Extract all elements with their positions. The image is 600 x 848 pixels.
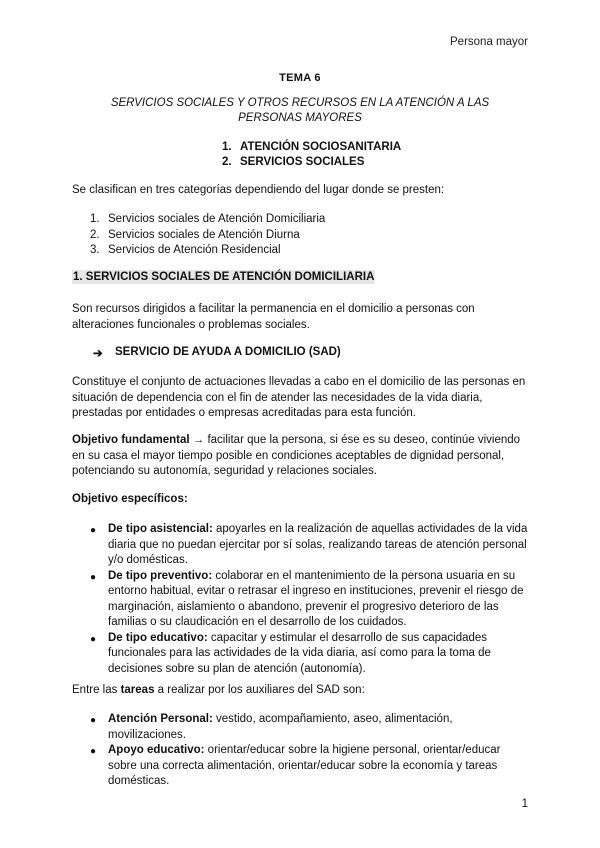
- list-number: 1.: [222, 141, 232, 153]
- list-item: [90, 631, 530, 678]
- especificos-list: [90, 522, 530, 677]
- arrow-icon: ➔: [93, 348, 103, 360]
- intro-paragraph: Se clasifican en tres categorías dependiendo del lugar donde se presten:: [72, 184, 445, 196]
- page-number: 1: [521, 798, 528, 810]
- main-topic-item: [222, 140, 401, 155]
- item-text: orientar/educar sobre la higiene personal, orientar/educar sobre una correcta alimentación, orientar/educar sobre la economía y tareas domésticas.: [108, 744, 501, 787]
- item-label: Apoyo educativo:: [108, 744, 205, 756]
- running-header: Persona mayor: [450, 36, 528, 48]
- category-item: [90, 212, 325, 228]
- tareas-intro-after: a realizar por los auxiliares del SAD son:: [154, 684, 365, 696]
- bullet-icon: ●: [90, 746, 97, 757]
- category-item: [90, 243, 325, 259]
- list-item: [90, 569, 530, 631]
- section-heading: 1. SERVICIOS SOCIALES DE ATENCIÓN DOMICILIARIA: [73, 271, 375, 283]
- list-label: Servicios sociales de Atención Diurna: [108, 228, 300, 241]
- item-text: apoyarles en la realización de aquellas actividades de la vida diaria que no puedan ejercitar por sí solas, realizando tareas de atención personal y/o domésticas.: [108, 523, 528, 566]
- item-label: De tipo asistencial:: [108, 523, 213, 535]
- list-label: Servicios de Atención Residencial: [108, 244, 281, 256]
- list-number: 1.: [90, 213, 100, 225]
- sad-paragraph: Constituye el conjunto de actuaciones llevadas a cabo en el domicilio de las personas en situación de dependencia con el fin de atender las necesidades de la vida diaria, prestadas por entidades o empresas acreditadas para esta función.: [72, 376, 526, 419]
- objetivo-paragraph: [72, 433, 532, 480]
- especificos-heading: Objetivo específicos:: [72, 493, 188, 505]
- category-item: [90, 228, 325, 244]
- item-text: colaborar en el mantenimiento de la persona usuaria en su entorno habitual, evitar o retrasar el ingreso en instituciones, prevenir el riesgo de marginación, aislamiento o abandono, prevenir el progresivo deterioro de las familias o su claudicación en el desarrollo de los cuidados.: [108, 569, 524, 628]
- tareas-bold: tareas: [120, 684, 155, 696]
- main-topic-item: [222, 155, 401, 170]
- categories-list: [90, 212, 325, 259]
- list-item: [90, 712, 530, 743]
- section-paragraph: Son recursos dirigidos a facilitar la permanencia en el domicilio a personas con alteraciones funcionales o problemas sociales.: [72, 303, 475, 331]
- item-label: Atención Personal:: [108, 713, 213, 725]
- list-label: ATENCIÓN SOCIOSANITARIA: [240, 141, 402, 153]
- list-label: SERVICIOS SOCIALES: [240, 156, 365, 168]
- list-number: 2.: [90, 228, 100, 241]
- list-number: 3.: [90, 244, 100, 256]
- tareas-intro: [72, 683, 532, 699]
- list-item: [90, 522, 530, 569]
- objetivo-label: Objetivo fundamental: [72, 434, 190, 446]
- objetivo-text: → facilitar que la persona, si ése es su deseo, continúe viviendo en su casa el mayor tiempo posible en condiciones aceptables de dignidad personal, potenciando su autonomía, seguridad y relaciones sociales.: [72, 434, 521, 477]
- document-subtitle: SERVICIOS SOCIALES Y OTROS RECURSOS EN LA ATENCIÓN A LAS PERSONAS MAYORES: [110, 97, 490, 124]
- tareas-intro-before: Entre las: [72, 684, 121, 696]
- bullet-icon: ●: [90, 525, 97, 536]
- bullet-icon: ●: [90, 715, 97, 726]
- list-label: Servicios sociales de Atención Domiciliaria: [108, 213, 326, 225]
- item-label: De tipo preventivo:: [108, 569, 213, 582]
- item-label: De tipo educativo:: [108, 631, 208, 644]
- main-topics-list: [222, 140, 401, 170]
- list-number: 2.: [222, 156, 232, 168]
- item-text: capacitar y estimular el desarrollo de sus capacidades funcionales para las actividades de la vida diaria, así como para la toma de decisiones sobre su plan de atención (autonomía).: [108, 631, 491, 675]
- document-title: TEMA 6: [279, 72, 321, 84]
- item-text: vestido, acompañamiento, aseo, alimentación, movilizaciones.: [108, 713, 453, 741]
- tareas-list: [90, 712, 530, 790]
- bullet-icon: ●: [90, 571, 97, 583]
- sad-heading-label: SERVICIO DE AYUDA A DOMICILIO (SAD): [115, 346, 341, 358]
- sad-heading: [93, 346, 341, 360]
- bullet-icon: ●: [90, 633, 97, 645]
- list-item: [90, 743, 530, 790]
